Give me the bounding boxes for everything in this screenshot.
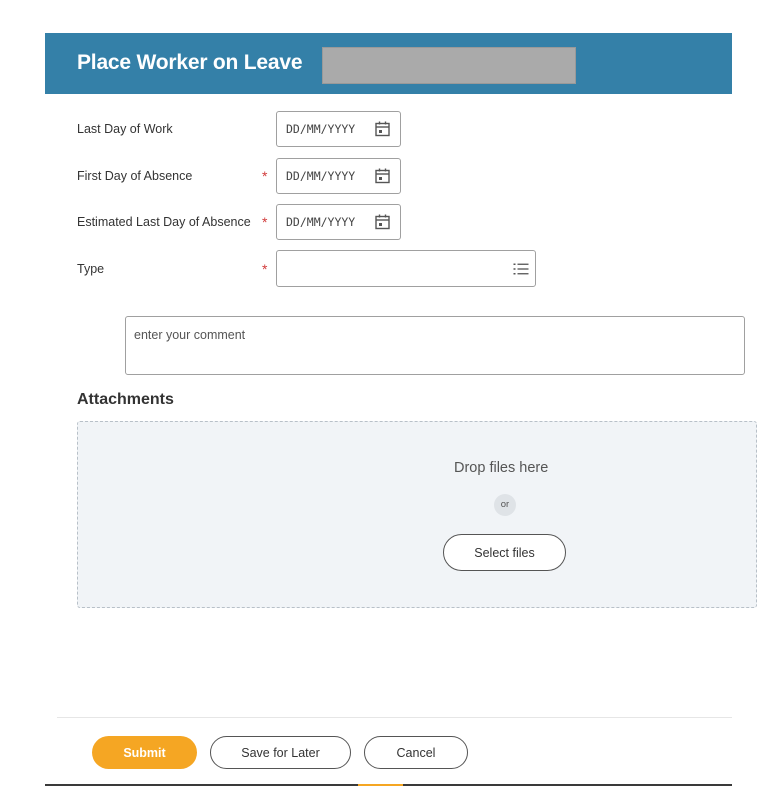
- cancel-button[interactable]: Cancel: [364, 736, 468, 769]
- type-label: Type: [77, 262, 105, 276]
- page-header: [45, 33, 732, 94]
- last-day-of-work-label: Last Day of Work: [77, 122, 173, 136]
- first-day-of-absence-input[interactable]: [276, 158, 401, 194]
- comment-placeholder: enter your comment: [134, 328, 246, 342]
- save-for-later-button[interactable]: Save for Later: [210, 736, 351, 769]
- calendar-icon[interactable]: [375, 214, 390, 230]
- date-placeholder: DD/MM/YYYY: [286, 169, 356, 183]
- required-marker: *: [262, 214, 268, 230]
- first-day-of-absence-label: First Day of Absence: [77, 169, 193, 183]
- select-files-button[interactable]: Select files: [443, 534, 566, 571]
- footer-divider: [57, 717, 732, 718]
- required-marker: *: [262, 168, 268, 184]
- calendar-icon[interactable]: [375, 121, 390, 137]
- file-dropzone[interactable]: [77, 421, 757, 608]
- submit-button[interactable]: Submit: [92, 736, 197, 769]
- type-input[interactable]: [276, 250, 536, 287]
- page-title: Place Worker on Leave: [77, 51, 303, 74]
- required-marker: *: [262, 261, 268, 277]
- date-placeholder: DD/MM/YYYY: [286, 122, 356, 136]
- redacted-worker-name: [322, 47, 576, 84]
- drop-files-text: Drop files here: [454, 460, 549, 476]
- date-placeholder: DD/MM/YYYY: [286, 215, 356, 229]
- estimated-last-day-input[interactable]: [276, 204, 401, 240]
- comment-input[interactable]: [125, 316, 745, 375]
- last-day-of-work-input[interactable]: [276, 111, 401, 147]
- bottom-accent: [358, 784, 403, 786]
- list-prompt-icon[interactable]: [513, 262, 529, 276]
- or-badge: or: [494, 494, 516, 516]
- calendar-icon[interactable]: [375, 168, 390, 184]
- estimated-last-day-label: Estimated Last Day of Absence: [77, 215, 251, 229]
- attachments-heading: Attachments: [77, 391, 174, 408]
